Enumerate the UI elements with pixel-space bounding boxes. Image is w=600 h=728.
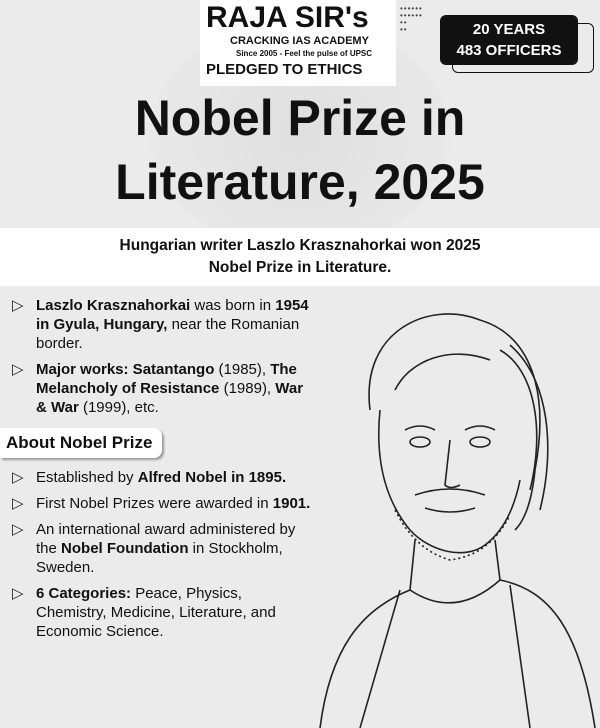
title-line-2: Literature, 2025: [115, 154, 485, 210]
about-list: [0, 468, 312, 648]
subtitle-banner: [0, 228, 600, 286]
text-bold: 1954 in Gyula, Hungary,: [36, 297, 309, 333]
arrow-bullet-icon: ▷: [12, 469, 24, 486]
text-bold: The Melancholy of Resistance: [36, 361, 297, 397]
text: was born in: [190, 297, 276, 314]
about-heading: About Nobel Prize: [0, 428, 162, 458]
text: Established by: [36, 469, 138, 486]
fact-item: [12, 360, 312, 417]
logo-motto: PLEDGED TO ETHICS: [206, 61, 363, 78]
fact-item: [12, 296, 312, 353]
subtitle-line-2: Nobel Prize in Literature.: [208, 259, 392, 276]
text-bold: War & War: [36, 380, 304, 416]
text-bold: Nobel Foundation: [61, 540, 189, 557]
arrow-bullet-icon: ▷: [12, 585, 24, 602]
text-bold: 6 Categories:: [36, 585, 132, 602]
text: (1999), etc.: [78, 399, 159, 416]
text: An international award administered by the: [36, 521, 296, 557]
subtitle-line-1: Hungarian writer Laszlo Krasznahorkai won 2025: [119, 237, 481, 254]
text: Peace, Physics, Chemistry, Medicine, Literature, and Economic Science.: [36, 585, 276, 640]
laureate-portrait-sketch: [300, 290, 600, 728]
badge-officers: 483 OFFICERS: [456, 42, 562, 59]
text: (1989),: [219, 380, 276, 397]
dots-decoration: •••••• •••••• •• ••: [400, 4, 423, 34]
text: in Stockholm, Sweden.: [36, 540, 283, 576]
text-bold: Major works: Satantango: [36, 361, 215, 378]
arrow-bullet-icon: ▷: [12, 495, 24, 512]
logo-tagline: Since 2005 - Feel the pulse of UPSC: [236, 49, 373, 58]
badge-years: 20 YEARS: [472, 21, 546, 38]
about-item: [12, 494, 312, 513]
about-item: [12, 584, 312, 641]
text-bold: Laszlo Krasznahorkai: [36, 297, 191, 314]
text-bold: Alfred Nobel in 1895.: [137, 469, 287, 486]
left-column: [0, 296, 312, 648]
text: (1985),: [214, 361, 271, 378]
about-item: [12, 520, 312, 577]
logo-academy: CRACKING IAS ACADEMY: [230, 35, 369, 47]
arrow-bullet-icon: ▷: [12, 361, 24, 378]
logo-name: RAJA SIR's: [206, 1, 369, 34]
achievement-badge: [440, 15, 578, 65]
text-bold: 1901.: [272, 495, 311, 512]
text: First Nobel Prizes were awarded in: [36, 495, 273, 512]
text: near the Romanian border.: [36, 316, 300, 352]
about-item: [12, 468, 312, 487]
title-line-1: Nobel Prize in: [134, 90, 466, 146]
arrow-bullet-icon: ▷: [12, 297, 24, 314]
arrow-bullet-icon: ▷: [12, 521, 24, 538]
academy-logo: [200, 0, 396, 86]
laureate-facts: [0, 296, 312, 424]
